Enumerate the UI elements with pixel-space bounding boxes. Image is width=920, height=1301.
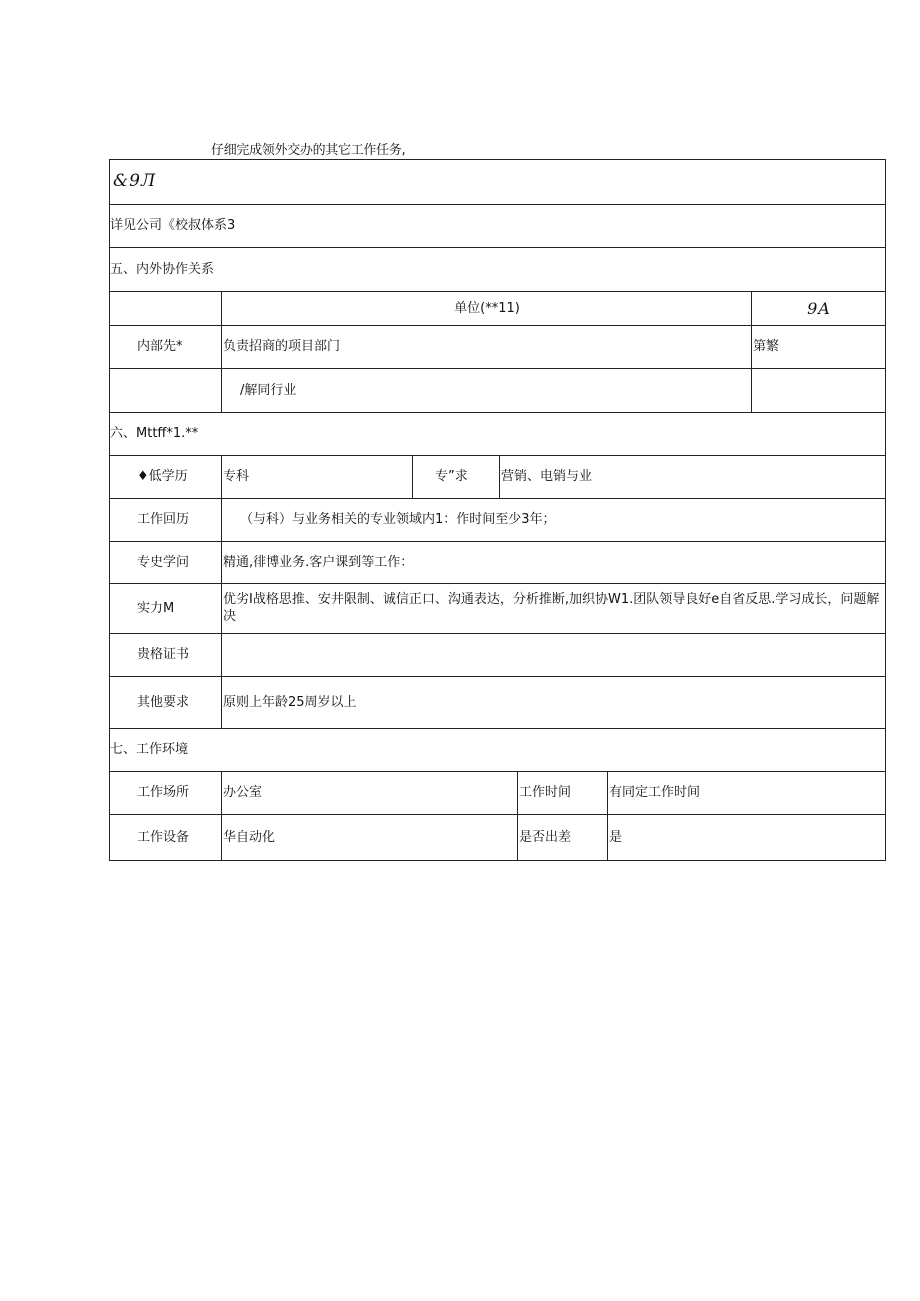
other-value: 原则上年龄25周岁以上 [223,694,357,710]
grid-line [109,247,886,248]
grid-line [109,412,886,413]
ability-label: 实力M [137,600,175,616]
section5-row-1-freq: 第繁 [753,339,780,354]
section5-row-1-label: 内部先* [137,339,183,354]
grid-line [109,159,110,861]
certificate-value [223,633,881,676]
section5-row-2-freq [753,368,885,412]
experience-value: （与科）与业务相关的专业领域内1：作时间至少3年； [240,512,556,527]
section5-row-2 [109,368,886,412]
knowledge-row [109,541,886,583]
travel-value: 是 [609,830,623,845]
section7-title-row [109,728,886,771]
ability-row [109,583,886,633]
equipment-row [109,814,886,861]
section5-title: 五、内外协作关系 [110,261,215,277]
knowledge-label: 专史学问 [137,554,190,570]
other-label: 其他要求 [137,694,190,710]
grid-line [221,771,222,861]
section5-row-1 [109,325,886,368]
knowledge-value: 精通,徘博业务.客户课到等工作： [223,554,414,570]
grid-line [109,771,886,772]
workplace-row [109,771,886,814]
section5-header-label [109,291,222,325]
section5-title-row [109,247,886,291]
section6-title-row [109,412,886,455]
section5-header-freq: 9A [807,298,831,318]
workplace-value: 办公室 [223,785,263,800]
education-label: ♦低学历 [137,469,188,484]
grid-line [109,676,886,677]
experience-row [109,498,886,541]
other-row [109,676,886,728]
section7-title: 七、工作环境 [110,742,189,757]
grid-line [109,455,886,456]
education-row [109,455,886,498]
grid-line [109,204,886,205]
worktime-value: 有同定工作时间 [609,785,701,800]
travel-label: 是否出差 [519,830,572,845]
grid-line [109,583,886,584]
certificate-row [109,633,886,676]
ability-value: 优劣I战格思推、安井限制、诚信正口、沟通表达，分析推断,加织协W1.团队领导良好e自省反思.学习成长，问题解决 [223,592,880,624]
education-value: 专科 [223,469,250,484]
grid-line [751,291,752,412]
grid-line [109,325,886,326]
section-a-body: 详见公司《校叔体系3 [110,218,236,233]
grid-line [607,771,608,861]
grid-line [109,814,886,815]
grid-line [109,860,886,861]
section6-title: 六、Mttff*1.** [110,426,199,441]
equipment-value: 华自动化 [223,830,276,845]
section5-row-2-label [137,368,222,412]
section5-row-2-unit: /解同行业 [240,382,297,398]
grid-line [412,455,413,498]
grid-line [221,291,222,412]
section-a-title: &9Л [113,171,157,191]
grid-line [109,291,886,292]
section5-header-row [109,291,886,325]
section-a-body-row [109,204,886,247]
grid-line [517,771,518,861]
grid-line [499,455,500,498]
top-line-text: 仔细完成领外交办的其它工作任务, [211,143,406,158]
grid-line [221,455,222,728]
major-label: 专”求 [435,469,468,484]
grid-line [109,498,886,499]
grid-line [885,159,886,861]
equipment-label: 工作设备 [137,830,190,845]
section-a-row [109,159,886,204]
section5-row-1-unit: 负责招商的项目部门 [223,339,341,354]
major-value: 营销、电销与业 [501,469,593,484]
grid-line [109,159,886,160]
workplace-label: 工作场所 [137,785,190,800]
section5-header-unit: 单位(**11) [454,300,520,316]
experience-label: 工作回历 [137,512,190,527]
job-description-table [109,159,886,861]
grid-line [109,633,886,634]
grid-line [109,728,886,729]
grid-line [109,541,886,542]
grid-line [109,368,886,369]
worktime-label: 工作时间 [519,785,572,800]
certificate-label: 贵格证书 [137,647,190,662]
